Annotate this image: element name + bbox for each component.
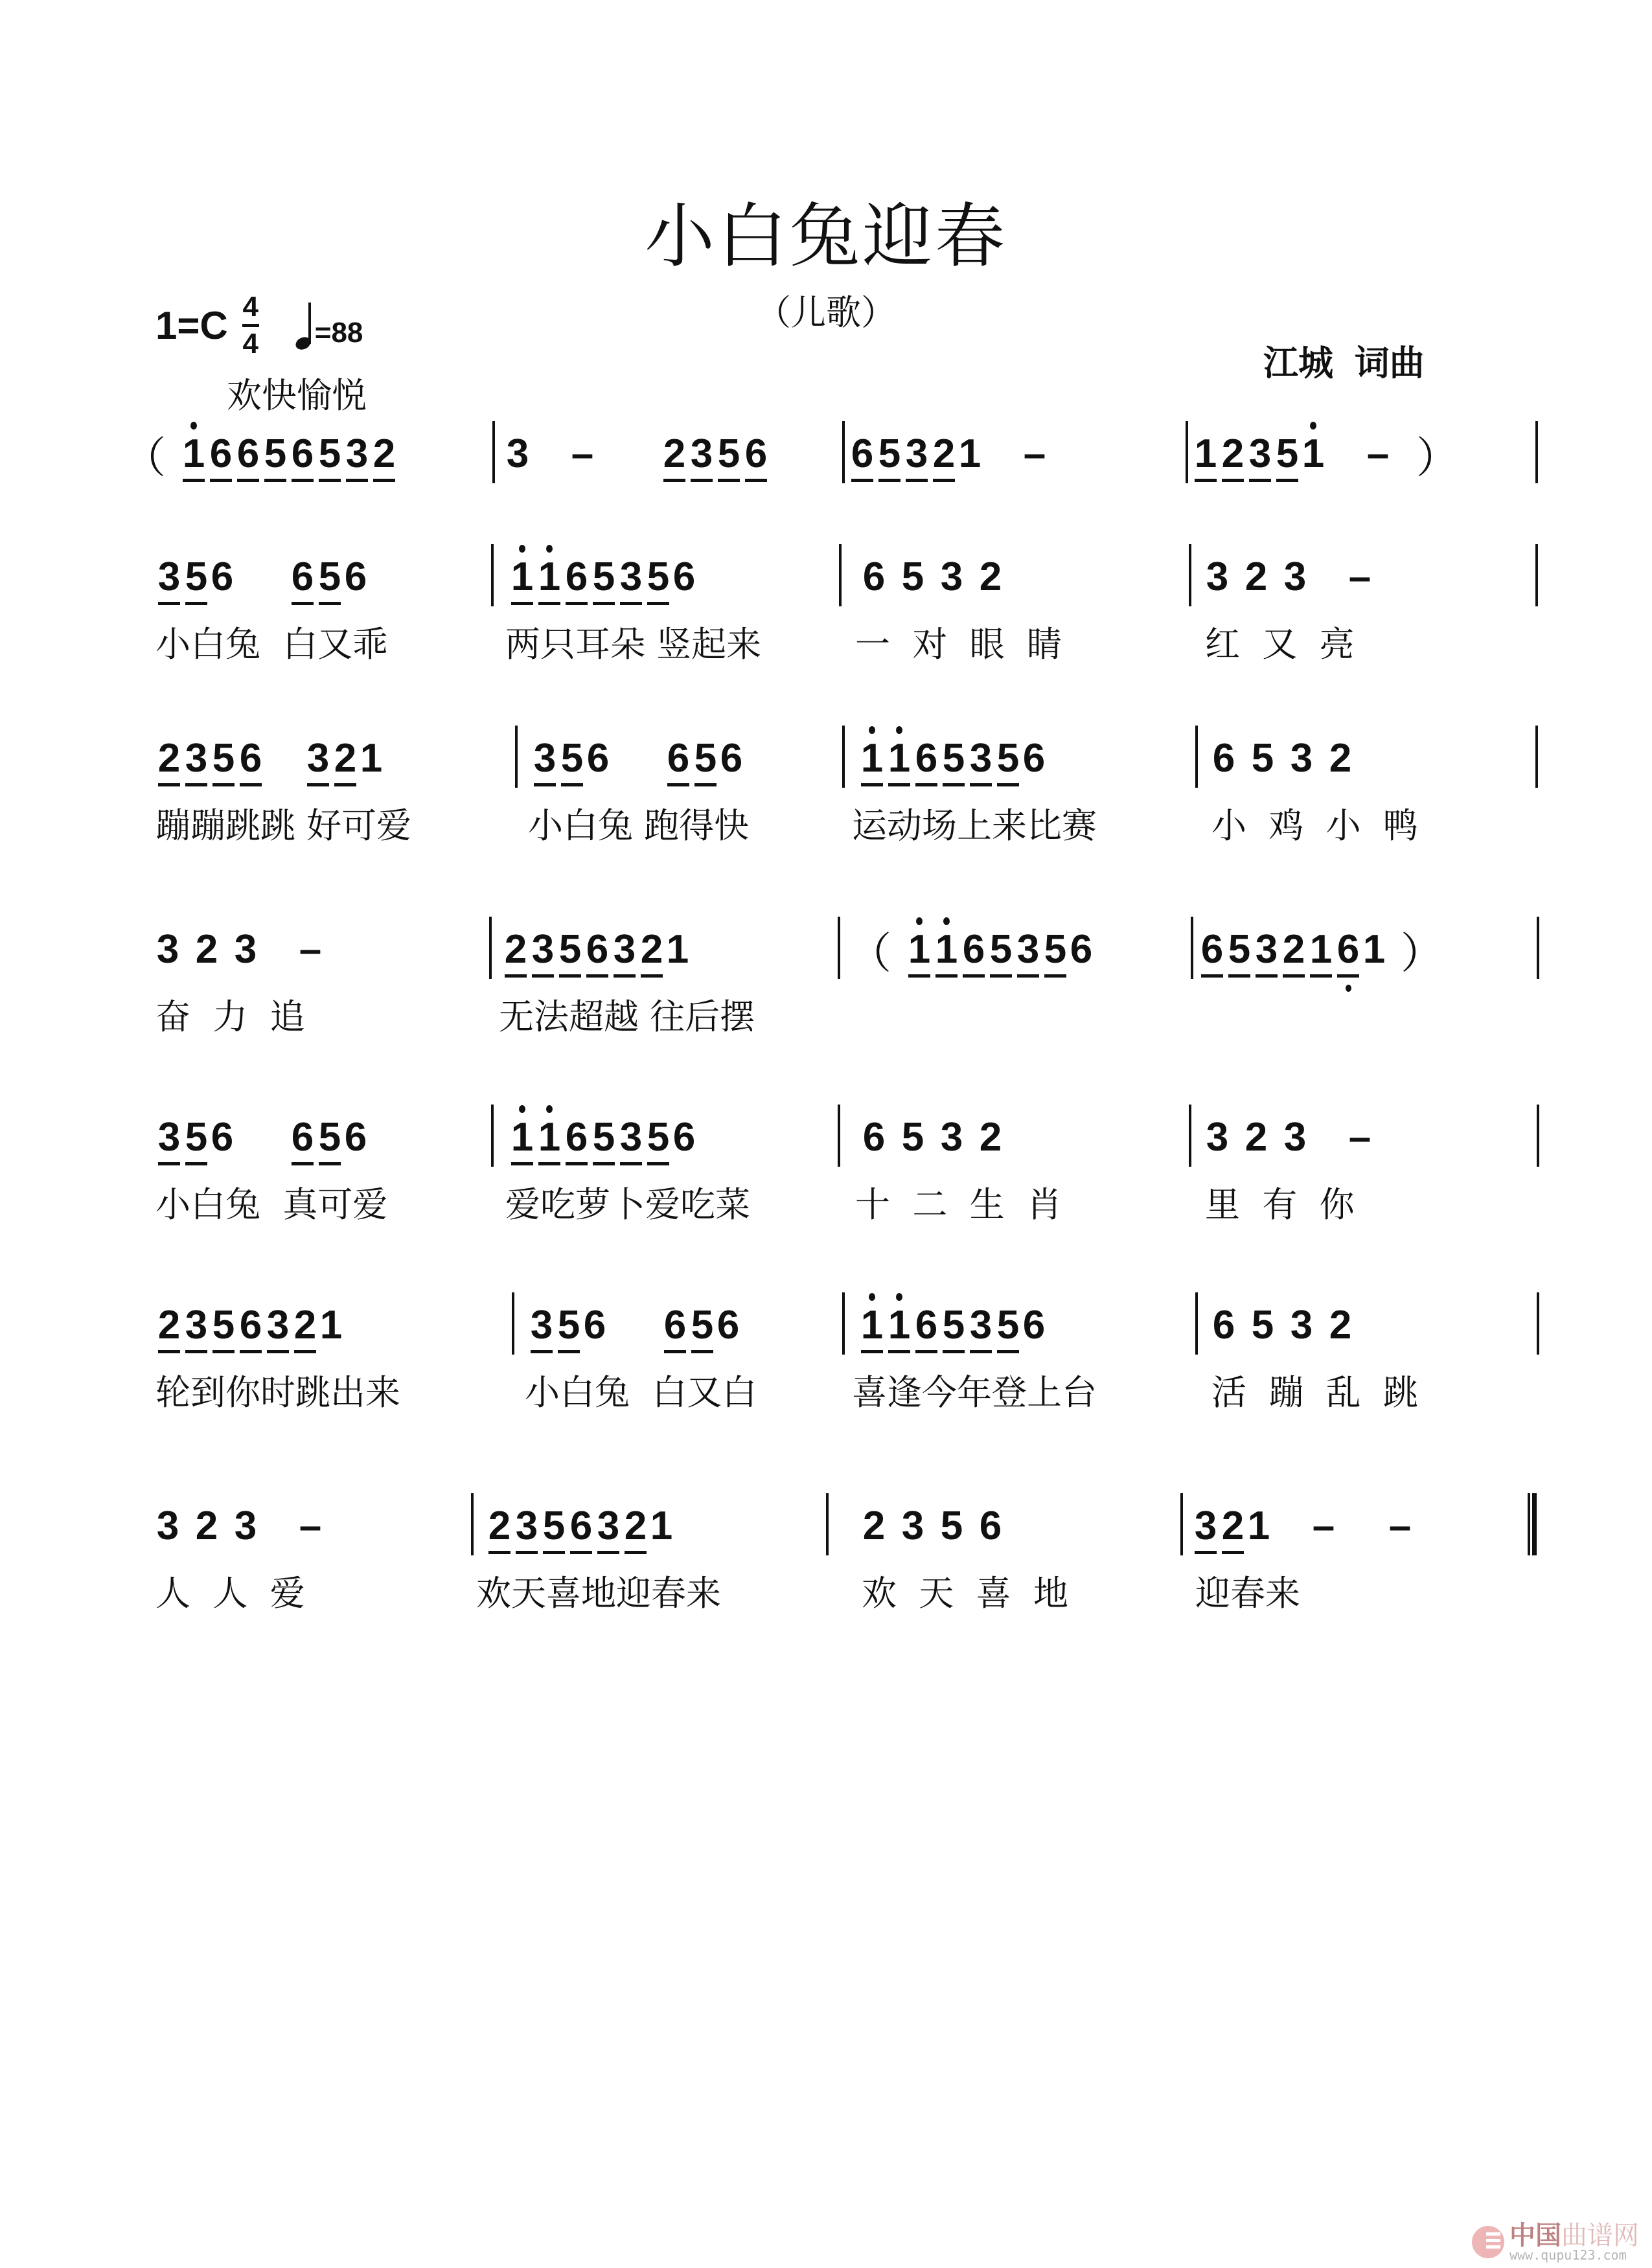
watermark-url: www.qupu123.com [1509, 2247, 1627, 2263]
measure [528, 1292, 755, 1357]
barline [492, 421, 495, 483]
note: 1 [1309, 926, 1333, 972]
note: 5 [592, 554, 615, 599]
barline [489, 917, 492, 979]
note: 3 [613, 926, 636, 972]
note: 3 [1248, 431, 1272, 476]
tempo-value: =88 [314, 316, 363, 349]
note: 3 [533, 735, 556, 781]
note: 6 [1336, 926, 1360, 972]
note: 5 [185, 554, 208, 599]
note: 6 [1022, 1302, 1046, 1347]
lyric-line: 迎春来 [1195, 1572, 1300, 1614]
barline [842, 421, 845, 483]
note: 5 [878, 431, 901, 476]
key-signature-block [155, 293, 363, 358]
note: 1 [511, 554, 534, 599]
note: 2 [624, 1503, 647, 1548]
composer-credit: 江城 词曲 [1263, 342, 1425, 384]
note: 2 [334, 735, 357, 781]
note: 6 [583, 1302, 606, 1347]
barline [826, 1493, 829, 1555]
note: 1 [935, 926, 958, 972]
note: 2 [663, 431, 686, 476]
measure [486, 1493, 688, 1558]
note: 2 [979, 1114, 1002, 1160]
measure [502, 917, 704, 981]
note: 5 [942, 735, 965, 781]
barline [842, 726, 845, 788]
note: 6 [211, 1114, 234, 1160]
measure [849, 421, 1073, 486]
note: 2 [157, 735, 181, 781]
note: 5 [717, 431, 740, 476]
note: 6 [344, 1114, 367, 1160]
note: 3 [266, 1302, 290, 1347]
barline [1535, 421, 1538, 483]
note: 2 [1245, 1114, 1268, 1160]
note: 5 [212, 1302, 235, 1347]
note: 1 [319, 1302, 343, 1347]
note: 6 [239, 1302, 262, 1347]
note: 6 [291, 554, 314, 599]
note: 5 [557, 1302, 580, 1347]
note: 5 [1276, 431, 1299, 476]
note: 1 [908, 926, 931, 972]
barline [1537, 1105, 1539, 1167]
barline [1180, 1493, 1183, 1555]
measure [155, 917, 349, 981]
lyric-line: 欢 天 喜 地 [862, 1572, 1068, 1614]
note: 6 [672, 554, 696, 599]
note: 1 [958, 431, 981, 476]
note: 2 [488, 1503, 511, 1548]
parenthesis: ） [1401, 930, 1443, 978]
note: 3 [969, 735, 992, 781]
note: 5 [1228, 926, 1251, 972]
quarter-note-icon [295, 303, 312, 349]
note: 6 [1212, 1302, 1235, 1347]
note: 1 [1247, 1503, 1270, 1548]
lyric-line: 蹦蹦跳跳 好可爱 [155, 805, 412, 846]
measure [155, 1493, 349, 1558]
lyric-line: 爱吃萝卜爱吃菜 [505, 1184, 750, 1225]
sustain-dash: – [571, 431, 594, 476]
note: 3 [1016, 926, 1040, 972]
note: 6 [211, 554, 234, 599]
note: 5 [901, 554, 924, 599]
time-signature [242, 293, 259, 358]
barline [515, 726, 518, 788]
lyric-line: 小白兔 白又乖 [155, 623, 388, 665]
note: 5 [318, 431, 341, 476]
barline [1537, 917, 1539, 979]
final-barline [1528, 1493, 1537, 1555]
watermark-brand: 中国曲谱网 [1509, 2220, 1639, 2251]
note: 6 [1200, 926, 1224, 972]
measure [1211, 1292, 1367, 1357]
lyric-line: 无法超越 往后摆 [499, 996, 755, 1037]
sustain-dash: – [1312, 1503, 1335, 1548]
note: 3 [619, 554, 643, 599]
barline [1535, 544, 1538, 606]
note: 5 [542, 1503, 566, 1548]
measure [505, 421, 770, 486]
lyric-line: 红 又 亮 [1205, 623, 1355, 665]
note: 2 [979, 554, 1002, 599]
watermark [1472, 2220, 1639, 2263]
note: 5 [318, 1114, 341, 1160]
lyric-line: 小白兔 真可爱 [155, 1184, 388, 1225]
note: 6 [862, 554, 886, 599]
measure [155, 726, 398, 790]
parenthesis: （ [849, 930, 891, 978]
note: 5 [691, 1302, 714, 1347]
note: 6 [291, 431, 314, 476]
measure [1192, 421, 1473, 486]
measure [858, 726, 1061, 790]
watermark-logo-icon [1472, 2226, 1504, 2258]
barline [1189, 544, 1191, 606]
sustain-dash: – [1388, 1503, 1412, 1548]
note: 6 [915, 735, 938, 781]
note: 5 [1251, 1302, 1274, 1347]
measure [155, 1292, 358, 1357]
measure [155, 1105, 382, 1169]
note: 6 [672, 1114, 696, 1160]
note: 2 [932, 431, 956, 476]
score-row [0, 544, 1652, 665]
note: 6 [744, 431, 768, 476]
note: 3 [157, 1114, 181, 1160]
note: 1 [888, 735, 911, 781]
note: 3 [619, 1114, 643, 1160]
sustain-dash: – [1366, 431, 1390, 476]
note: 2 [862, 1503, 886, 1548]
parenthesis: （ [123, 434, 166, 482]
note: 1 [1194, 431, 1217, 476]
note: 1 [860, 1302, 884, 1347]
note: 3 [1255, 926, 1278, 972]
note: 3 [185, 1302, 208, 1347]
barline [842, 1292, 845, 1355]
time-signature-top: 4 [242, 291, 258, 323]
barline [839, 544, 842, 606]
lyric-line: 运动场上来比赛 [852, 805, 1097, 846]
note: 2 [293, 1302, 317, 1347]
score-row [0, 421, 1652, 499]
measure [849, 917, 1108, 981]
lyric-line: 小白兔 白又白 [525, 1371, 757, 1413]
note: 3 [1290, 735, 1313, 781]
note: 3 [1206, 554, 1229, 599]
note: 6 [862, 1114, 886, 1160]
tempo-marking [295, 303, 363, 349]
note: 6 [236, 431, 260, 476]
note: 1 [860, 735, 884, 781]
measure [1211, 726, 1367, 790]
note: 2 [1221, 1503, 1245, 1548]
note: 2 [157, 1302, 181, 1347]
score-row [0, 1105, 1652, 1225]
note: 6 [717, 1302, 740, 1347]
lyric-line: 喜逢今年登上台 [852, 1371, 1097, 1413]
key-signature: 1=C [155, 304, 228, 347]
lyric-line: 里 有 你 [1205, 1184, 1355, 1225]
barline [512, 1292, 514, 1355]
parenthesis: ） [1416, 434, 1459, 482]
note: 3 [1194, 1503, 1217, 1548]
note: 5 [694, 735, 717, 781]
note: 3 [156, 1503, 179, 1548]
note: 3 [940, 554, 963, 599]
lyric-line: 奋 力 追 [155, 996, 305, 1037]
note: 5 [901, 1114, 924, 1160]
note: 3 [1290, 1302, 1313, 1347]
lyric-line: 小 鸡 小 鸭 [1211, 805, 1418, 846]
note: 3 [157, 554, 181, 599]
barline [1535, 726, 1538, 788]
note: 5 [592, 1114, 615, 1160]
barline [491, 1105, 494, 1167]
song-title: 小白兔迎春 [644, 196, 1007, 277]
barline [1189, 1105, 1191, 1167]
note: 5 [996, 735, 1020, 781]
note: 6 [1022, 735, 1046, 781]
note: 1 [538, 554, 561, 599]
note: 6 [586, 735, 610, 781]
time-signature-divider [242, 324, 259, 327]
note: 6 [586, 926, 609, 972]
note: 2 [195, 1503, 218, 1548]
note: 6 [1070, 926, 1093, 972]
song-genre: （儿歌） [756, 292, 896, 333]
note: 2 [1245, 554, 1268, 599]
barline [491, 544, 494, 606]
note: 1 [888, 1302, 911, 1347]
measure [1192, 1493, 1438, 1558]
score-row [0, 917, 1652, 1037]
note: 5 [558, 926, 582, 972]
note: 2 [640, 926, 663, 972]
note: 5 [212, 735, 235, 781]
note: 3 [1206, 1114, 1229, 1160]
note: 6 [291, 1114, 314, 1160]
note: 1 [1362, 926, 1386, 972]
note: 3 [506, 431, 529, 476]
note: 3 [901, 1503, 924, 1548]
note: 3 [515, 1503, 538, 1548]
barline [1195, 726, 1198, 788]
note: 3 [940, 1114, 963, 1160]
note: 2 [373, 431, 396, 476]
note: 6 [915, 1302, 938, 1347]
note: 5 [560, 735, 584, 781]
measure [862, 1493, 1017, 1558]
sustain-dash: – [1348, 554, 1371, 599]
lyric-line: 十 二 生 肖 [855, 1184, 1062, 1225]
measure [509, 544, 711, 609]
note: 3 [905, 431, 928, 476]
note: 2 [1329, 1302, 1352, 1347]
note: 1 [538, 1114, 561, 1160]
note: 5 [647, 1114, 670, 1160]
note: 1 [650, 1503, 673, 1548]
note: 3 [156, 926, 179, 972]
note: 5 [318, 554, 341, 599]
note: 5 [989, 926, 1013, 972]
barline [838, 1105, 840, 1167]
note: 6 [209, 431, 233, 476]
barline [1191, 917, 1193, 979]
score-row [0, 1292, 1652, 1413]
note: 6 [962, 926, 985, 972]
time-signature-bottom: 4 [242, 328, 258, 360]
note: 5 [940, 1503, 963, 1548]
note: 6 [565, 554, 588, 599]
barline [1537, 1292, 1539, 1355]
measure [1199, 917, 1458, 981]
measure [531, 726, 758, 790]
note: 6 [979, 1503, 1002, 1548]
note: 6 [720, 735, 743, 781]
note: 2 [1329, 735, 1352, 781]
lyric-line: 人 人 爱 [155, 1572, 305, 1614]
note: 6 [663, 1302, 687, 1347]
note: 6 [344, 554, 367, 599]
score-row [0, 1493, 1652, 1614]
barline [838, 917, 840, 979]
note: 5 [264, 431, 287, 476]
note: 5 [942, 1302, 965, 1347]
note: 5 [1251, 735, 1274, 781]
note: 5 [647, 554, 670, 599]
note: 1 [1302, 431, 1325, 476]
measure [155, 544, 382, 609]
note: 5 [185, 1114, 208, 1160]
sustain-dash: – [1023, 431, 1046, 476]
note: 3 [306, 735, 330, 781]
note: 3 [185, 735, 208, 781]
lyric-line: 一 对 眼 睛 [855, 623, 1062, 665]
note: 6 [565, 1114, 588, 1160]
note: 3 [969, 1302, 992, 1347]
note: 1 [360, 735, 383, 781]
lyric-line: 两只耳朵 竖起来 [505, 623, 762, 665]
note: 6 [239, 735, 262, 781]
note: 5 [1044, 926, 1067, 972]
note: 3 [531, 926, 555, 972]
note: 6 [851, 431, 874, 476]
lyric-line: 活 蹦 乱 跳 [1211, 1371, 1418, 1413]
note: 1 [666, 926, 689, 972]
score-row [0, 726, 1652, 846]
lyric-line: 小白兔 跑得快 [528, 805, 750, 846]
sustain-dash: – [1348, 1114, 1371, 1160]
note: 3 [234, 926, 257, 972]
measure [1205, 544, 1398, 609]
note: 3 [234, 1503, 257, 1548]
measure [1205, 1105, 1398, 1169]
lyric-line: 轮到你时跳出来 [155, 1371, 400, 1413]
low-octave-dot-icon [1346, 985, 1351, 992]
sustain-dash: – [299, 926, 322, 972]
barline [1186, 421, 1188, 483]
note: 2 [1282, 926, 1305, 972]
note: 3 [1283, 1114, 1307, 1160]
note: 6 [667, 735, 690, 781]
note: 1 [182, 431, 205, 476]
measure [862, 1105, 1017, 1169]
note: 3 [690, 431, 713, 476]
note: 6 [569, 1503, 593, 1548]
barline [471, 1493, 474, 1555]
measure [509, 1105, 711, 1169]
mood-marking: 欢快愉悦 [227, 375, 367, 416]
measure [862, 544, 1017, 609]
measure [123, 421, 398, 486]
note: 2 [1221, 431, 1245, 476]
lyric-line: 欢天喜地迎春来 [476, 1572, 721, 1614]
note: 5 [996, 1302, 1020, 1347]
note: 3 [345, 431, 369, 476]
sustain-dash: – [299, 1503, 322, 1548]
note: 3 [597, 1503, 620, 1548]
barline [1195, 1292, 1198, 1355]
note: 1 [511, 1114, 534, 1160]
measure [858, 1292, 1061, 1357]
note: 2 [504, 926, 527, 972]
note: 2 [195, 926, 218, 972]
note: 6 [1212, 735, 1235, 781]
note: 3 [1283, 554, 1307, 599]
note: 3 [530, 1302, 553, 1347]
